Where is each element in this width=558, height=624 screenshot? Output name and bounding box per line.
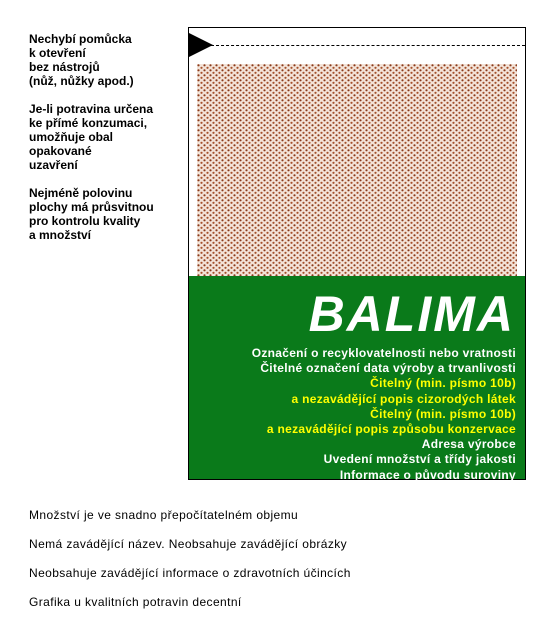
note-line: opakované	[29, 144, 92, 158]
note-line: Nechybí pomůcka	[29, 32, 132, 46]
product-label	[189, 276, 525, 482]
side-notes	[29, 32, 179, 256]
note-line: (nůž, nůžky apod.)	[29, 74, 134, 88]
note-reclosable	[29, 102, 179, 172]
tear-line	[211, 45, 525, 46]
brand-name: BALIMA	[308, 286, 515, 342]
tear-arrow-icon	[189, 33, 213, 57]
label-text-block	[252, 346, 516, 483]
statement-item: Nemá zavádějící název. Neobsahuje zavádějící obrázky	[29, 537, 348, 551]
note-line: k otevření	[29, 46, 86, 60]
label-line: Čitelný (min. písmo 10b)	[370, 376, 516, 391]
note-line: plochy má průsvitnou	[29, 200, 154, 214]
package-diagram	[188, 27, 526, 480]
note-line: Je-li potravina určena	[29, 102, 154, 116]
note-line: ke přímé konzumaci,	[29, 116, 148, 130]
label-line: a nezavádějící popis způsobu konzervace	[266, 422, 516, 437]
label-line: Uvedení množství a třídy jakosti	[323, 452, 516, 467]
note-line: bez nástrojů	[29, 60, 100, 74]
note-line: umožňuje obal	[29, 130, 113, 144]
note-opening-aid	[29, 32, 179, 88]
grain-fill	[197, 64, 517, 276]
statement-item: Množství je ve snadno přepočítatelném objemu	[29, 508, 299, 522]
note-line: Nejméně polovinu	[29, 186, 133, 200]
note-line: a množství	[29, 228, 92, 242]
statement-item: Neobsahuje zavádějící informace o zdravotních účincích	[29, 566, 351, 580]
note-line: uzavření	[29, 158, 78, 172]
note-line: pro kontrolu kvality	[29, 214, 141, 228]
label-line: Informace o původu suroviny	[339, 467, 516, 482]
transparent-window	[197, 64, 517, 276]
note-transparent-window	[29, 186, 179, 242]
label-line: Adresa výrobce	[421, 437, 516, 452]
label-line: a nezavádějící popis cizorodých látek	[291, 391, 516, 406]
statements-list	[29, 508, 351, 624]
label-line: Čitelný (min. písmo 10b)	[370, 406, 516, 421]
label-line: Označení o recyklovatelnosti nebo vratnosti	[251, 346, 516, 360]
statement-item: Grafika u kvalitních potravin decentní	[29, 595, 242, 609]
label-line: Čitelné označení data výroby a trvanlivosti	[260, 361, 516, 376]
